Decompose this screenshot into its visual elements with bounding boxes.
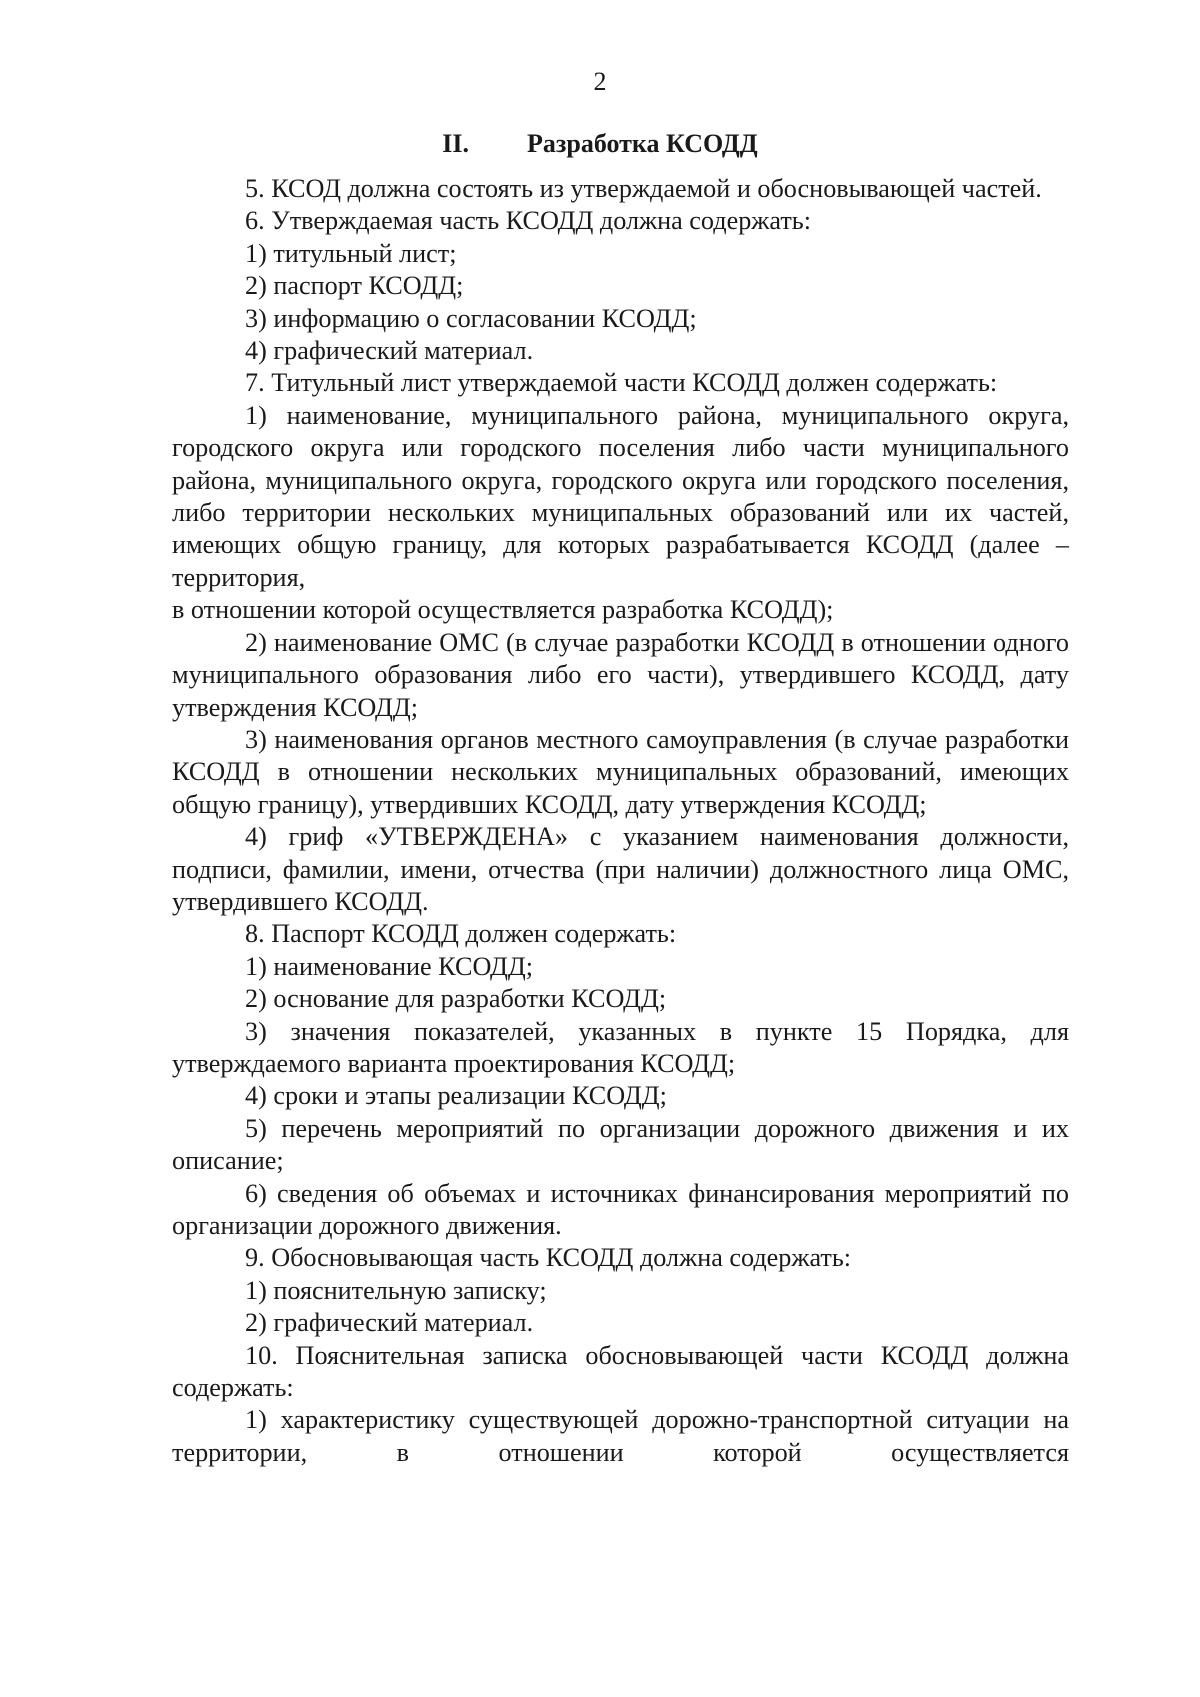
paragraph-6: 6. Утверждаемая часть КСОДД должна содержать: (245, 206, 812, 236)
paragraph-7: 7. Титульный лист утверждаемой части КСОДД должен содержать: (245, 368, 998, 398)
paragraph-10: 10. Пояснительная записка обосновывающей части КСОДД должна содержать: (172, 1340, 1069, 1403)
list-item: 1) характеристику существующей дорожно-транспортной ситуации на территории, в отношении которой осуществляется (172, 1405, 1069, 1467)
list-item: 2) наименование ОМС (в случае разработки КСОДД в отношении одного муниципального образования либо его части), утвердившего КСОДД, дату утверждения КСОДД; (172, 627, 1069, 722)
section-heading (0, 128, 1200, 160)
list-item: 3) наименования органов местного самоуправления (в случае разработки КСОДД в отношении нескольких муниципальных образований, имеющих общую границу), утвердивших КСОДД, дату утверждения КСОДД; (172, 724, 1069, 819)
list-item: 1) пояснительную записку; (245, 1275, 547, 1305)
list-item: 6) сведения об объемах и источниках финансирования мероприятий по организации дорожного движения. (172, 1178, 1069, 1240)
paragraph-9: 9. Обосновывающая часть КСОДД должна содержать: (245, 1243, 852, 1273)
list-item: 1) титульный лист; (245, 238, 457, 268)
list-item: 1) наименование КСОДД; (245, 951, 534, 981)
list-item: 2) графический материал. (245, 1308, 534, 1338)
list-item: 1) наименование, муниципального района, муниципального округа, городского округа или городского поселения либо части муниципального района, муниципального округа, городского округа или городского поселения, либо территории нескольких муниципальных образований или их частей, имеющих общую границу, для которых разрабатывается КСОДД (далее – территория, (172, 400, 1069, 592)
list-item: 4) сроки и этапы реализации КСОДД; (245, 1081, 667, 1111)
list-item: 3) значения показателей, указанных в пункте 15 Порядка, для утверждаемого варианта проектирования КСОДД; (172, 1016, 1069, 1078)
list-item: 5) перечень мероприятий по организации дорожного движения и их описание; (172, 1113, 1069, 1176)
list-item: 3) информацию о согласовании КСОДД; (245, 303, 697, 333)
paragraph-5: 5. КСОД должна состоять из утверждаемой и обосновывающей частей. (245, 174, 1042, 203)
document-body (172, 173, 1069, 1469)
page-number: 2 (593, 67, 607, 96)
list-item: 2) основание для разработки КСОДД; (245, 984, 667, 1014)
list-item: 2) паспорт КСОДД; (245, 271, 464, 301)
list-item: 4) гриф «УТВЕРЖДЕНА» с указанием наименования должности, подписи, фамилии, имени, отчества (при наличии) должностного лица ОМС, утвердившего КСОДД. (172, 822, 1069, 916)
list-item: 4) графический материал. (245, 336, 534, 366)
paragraph-8: 8. Паспорт КСОДД должен содержать: (245, 919, 677, 949)
list-item-continuation: в отношении которой осуществляется разработка КСОДД); (172, 595, 834, 625)
section-title: Разработка КСОДД (527, 129, 758, 158)
section-number: II. (442, 129, 470, 158)
